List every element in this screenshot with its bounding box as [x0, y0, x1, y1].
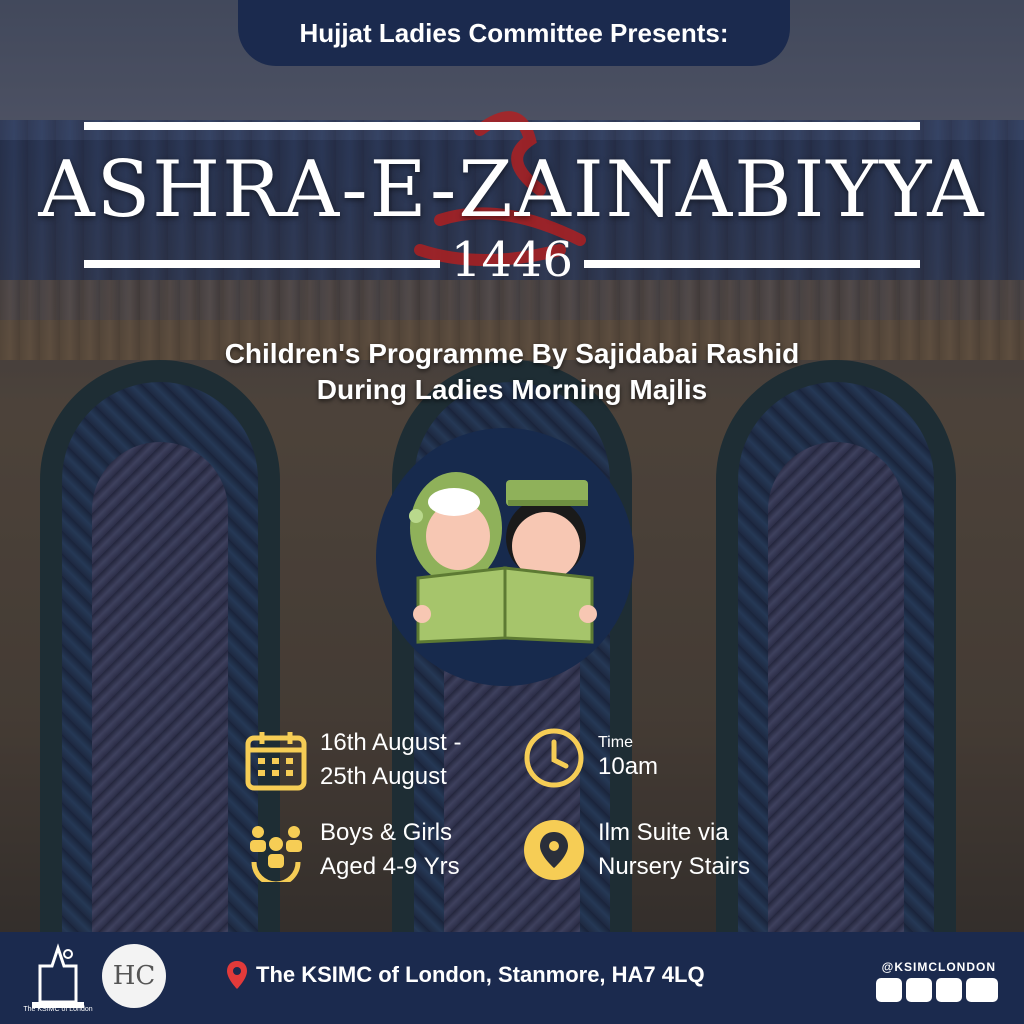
- location-line-2: Nursery Stairs: [598, 853, 751, 880]
- event-subtitle: [0, 336, 1024, 408]
- event-year: 1446: [450, 232, 574, 288]
- title-rule-top: [84, 122, 920, 130]
- dates-line-2: 25th August: [320, 763, 447, 790]
- map-pin-icon: [226, 960, 248, 990]
- hc-logo-text: HC: [112, 961, 156, 991]
- dates-info: [244, 726, 461, 794]
- footer-bar: [0, 932, 1024, 1024]
- time-info: [522, 726, 658, 790]
- audience-line-1: Boys & Girls: [320, 819, 453, 846]
- telegram-icon[interactable]: [876, 978, 902, 1002]
- time-value: 10am: [598, 753, 659, 780]
- audience-info: [244, 816, 460, 884]
- address-text: The KSIMC of London, Stanmore, HA7 4LQ: [256, 962, 705, 987]
- location-line-1: Ilm Suite via: [598, 819, 729, 846]
- dates-line-1: 16th August -: [320, 729, 462, 756]
- children-illustration: [376, 428, 634, 686]
- subtitle-line-1: Children's Programme By Sajidabai Rashid: [224, 338, 800, 369]
- presents-text: Hujjat Ladies Committee Presents:: [299, 17, 729, 48]
- social-icons: [876, 978, 998, 1002]
- footer-address: [226, 960, 705, 990]
- group-icon: [244, 818, 308, 882]
- social-handle: @KSIMCLONDON: [881, 960, 996, 974]
- youtube-icon[interactable]: [966, 978, 998, 1002]
- audience-line-2: Aged 4-9 Yrs: [320, 853, 460, 880]
- children-reading-icon: [376, 428, 634, 686]
- hc-logo: [102, 944, 166, 1008]
- instagram-icon[interactable]: [906, 978, 932, 1002]
- ksimc-logo-label: The KSIMC of London: [23, 1006, 93, 1013]
- clock-icon: [522, 726, 586, 790]
- subtitle-line-2: During Ladies Morning Majlis: [316, 374, 708, 405]
- facebook-icon[interactable]: [936, 978, 962, 1002]
- time-label: Time: [598, 734, 633, 751]
- event-title: ASHRA-E-ZAINABIYYA: [38, 145, 986, 235]
- location-pin-icon: [522, 818, 586, 882]
- location-info: [522, 816, 750, 884]
- presents-banner: [238, 0, 790, 66]
- calendar-icon: [244, 728, 308, 792]
